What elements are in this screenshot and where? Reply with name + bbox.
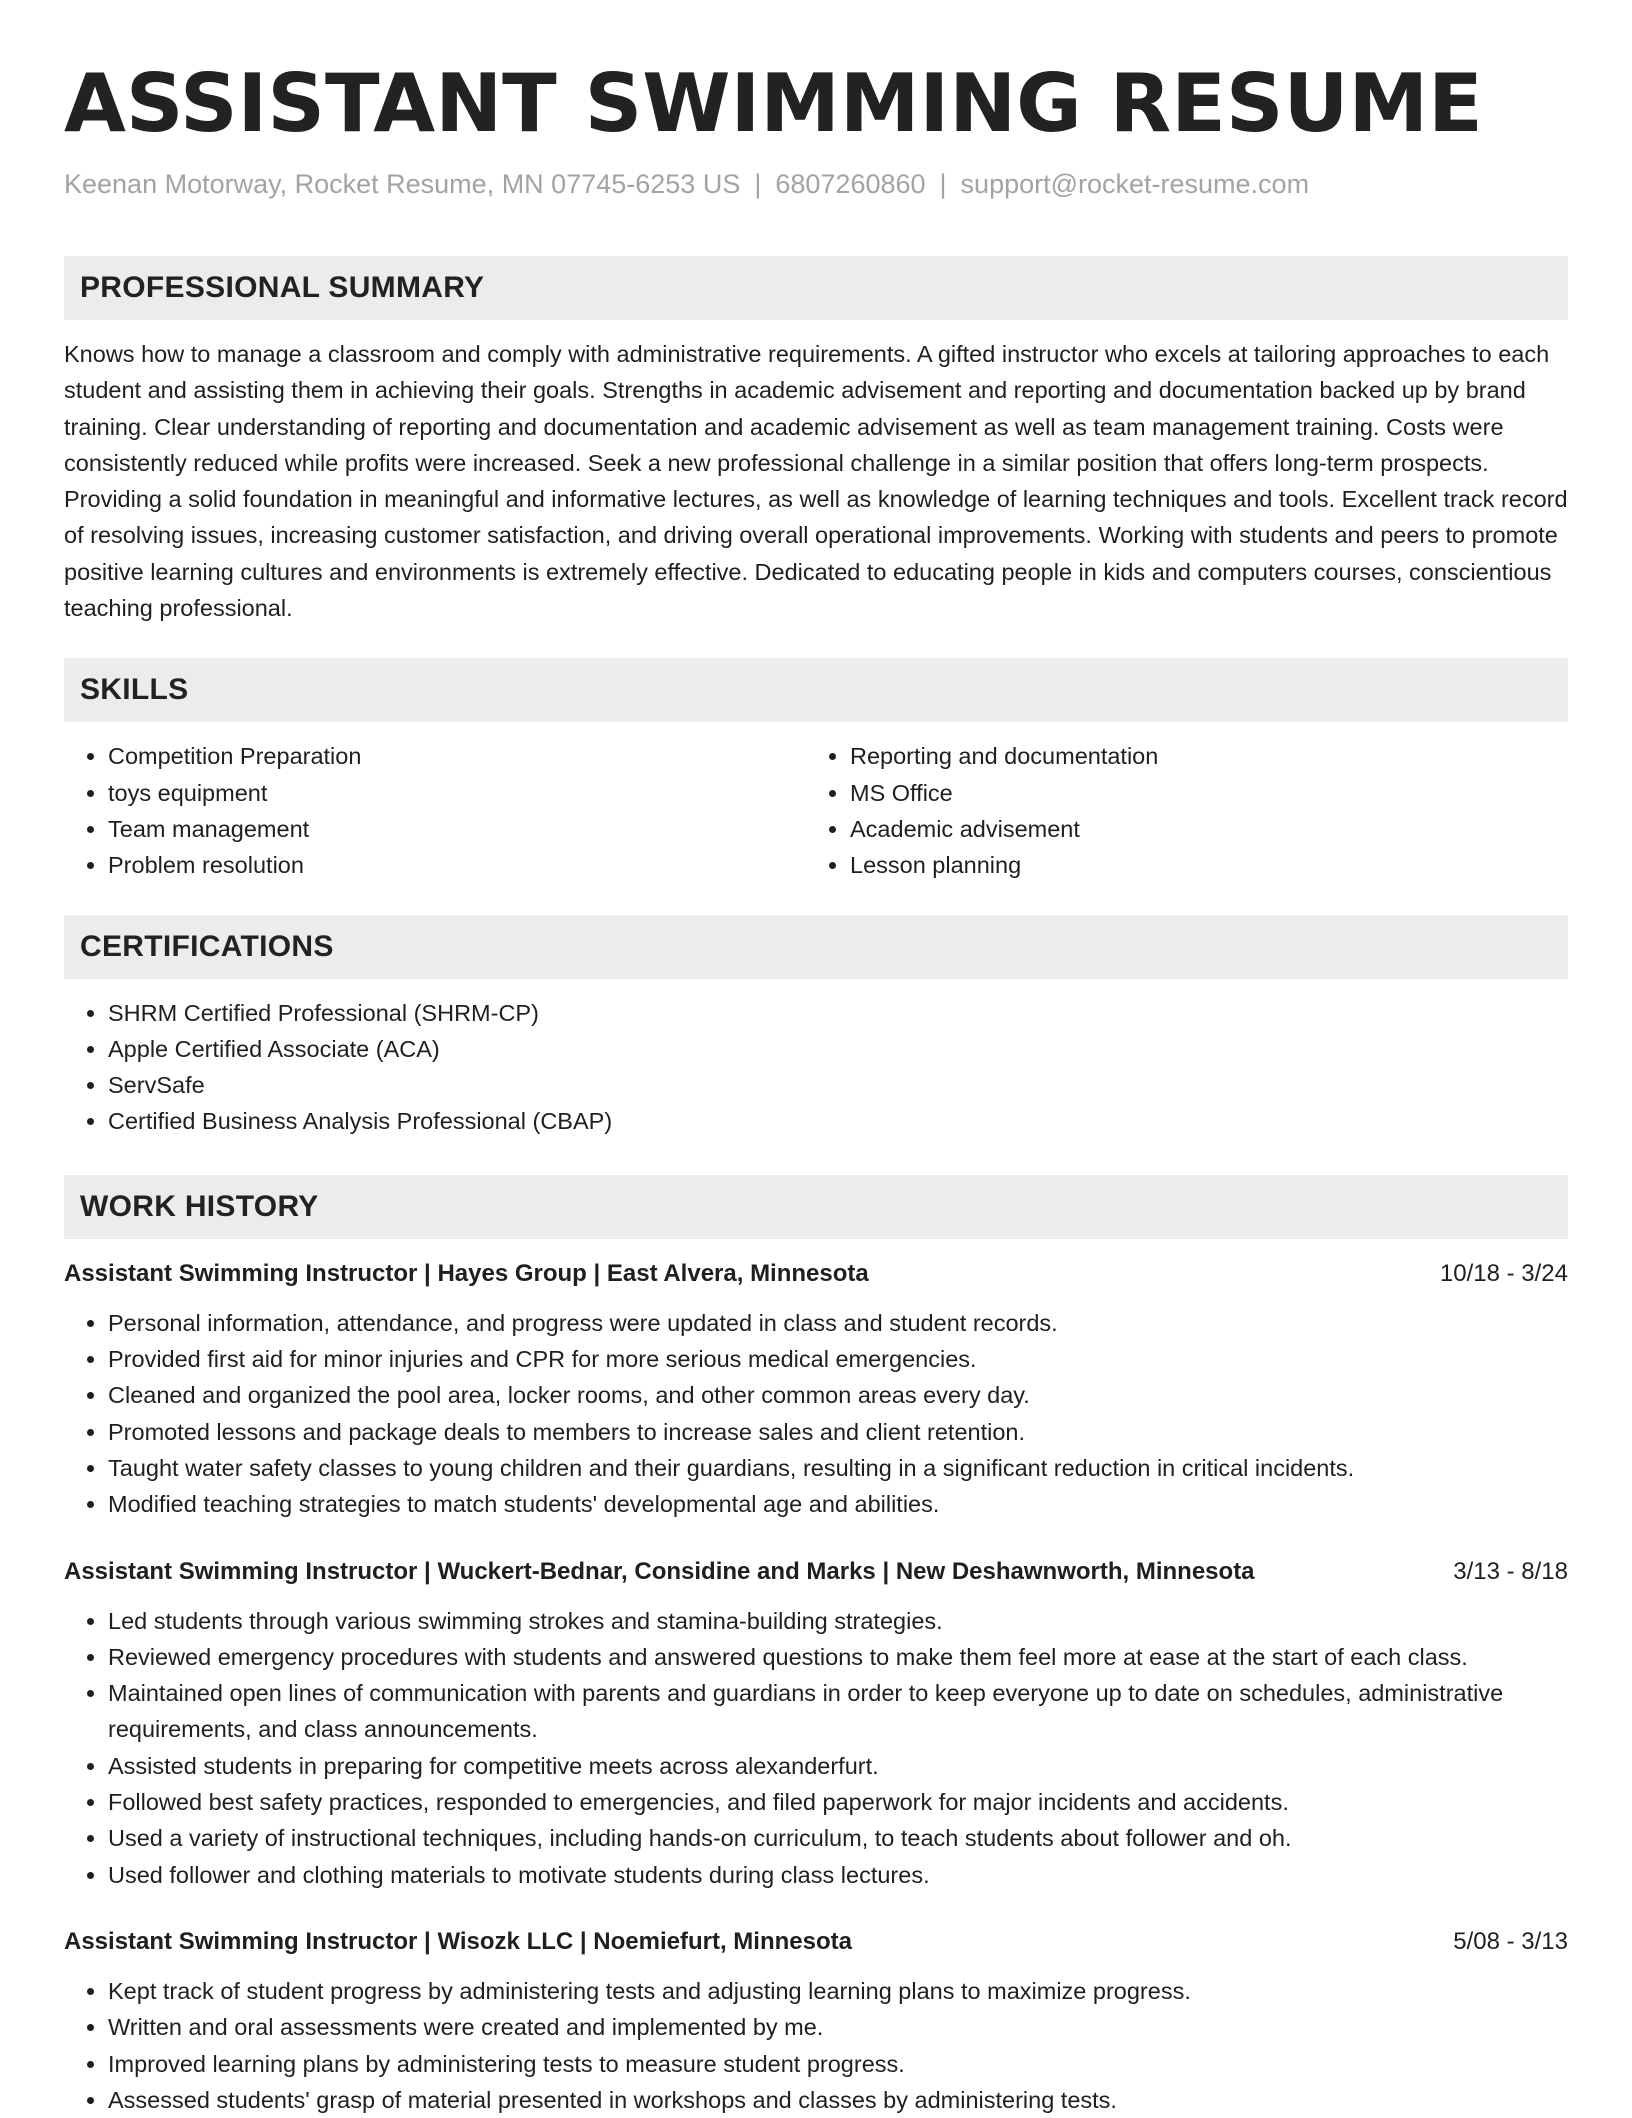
job-header [64, 1925, 1568, 1959]
job-dates: 3/13 - 8/18 [1453, 1557, 1568, 1585]
job-duty: • Promoted lessons and package deals to members to increase sales and client retention. [108, 1414, 1568, 1450]
job-duty: • Personal information, attendance, and progress were updated in class and student records. [108, 1305, 1568, 1341]
job-duty: • Led students through various swimming strokes and stamina-building strategies. [108, 1603, 1568, 1639]
job-title: Assistant Swimming Instructor | Hayes Group | East Alvera, Minnesota [64, 1259, 869, 1287]
contact-address: Keenan Motorway, Rocket Resume, MN 07745-6253 US [64, 169, 741, 199]
job-duty: • Reviewed emergency procedures with students and answered questions to make them feel more at ease at the start of each class. [108, 1639, 1568, 1675]
skills-heading: SKILLS [64, 658, 1568, 722]
job-entry [64, 1925, 1568, 2118]
job-duty: • Written and oral assessments were created and implemented by me. [108, 2009, 1568, 2045]
certifications-heading: CERTIFICATIONS [64, 915, 1568, 979]
certifications-list [64, 995, 1568, 1140]
job-duty: • Used a variety of instructional techniques, including hands-on curriculum, to teach students about follower and oh. [108, 1820, 1568, 1856]
certification-item: • Apple Certified Associate (ACA) [108, 1031, 1568, 1067]
skills-column-right [806, 738, 1548, 883]
job-entry [64, 1257, 1568, 1523]
job-duty: • Cleaned and organized the pool area, locker rooms, and other common areas every day. [108, 1377, 1568, 1413]
resume-page [64, 0, 1568, 2118]
contact-separator: | [939, 169, 947, 199]
job-duty: • Assisted students in preparing for competitive meets across alexanderfurt. [108, 1748, 1568, 1784]
skill-item: • Reporting and documentation [850, 738, 1548, 774]
job-duties [64, 1305, 1568, 1523]
job-dates: 5/08 - 3/13 [1453, 1927, 1568, 1955]
work-history-heading: WORK HISTORY [64, 1175, 1568, 1239]
job-duty: • Taught water safety classes to young children and their guardians, resulting in a significant reduction in critical incidents. [108, 1450, 1568, 1486]
job-duty: • Provided first aid for minor injuries and CPR for more serious medical emergencies. [108, 1341, 1568, 1377]
job-duty: • Kept track of student progress by administering tests and adjusting learning plans to maximize progress. [108, 1973, 1568, 2009]
certification-item: • SHRM Certified Professional (SHRM-CP) [108, 995, 1568, 1031]
job-title: Assistant Swimming Instructor | Wisozk LLC | Noemiefurt, Minnesota [64, 1927, 852, 1955]
job-duty: • Assessed students' grasp of material presented in workshops and classes by administering tests. [108, 2082, 1568, 2118]
job-dates: 10/18 - 3/24 [1439, 1259, 1568, 1287]
skill-item: • Lesson planning [850, 847, 1548, 883]
skill-item: • Team management [108, 811, 806, 847]
job-duty: • Maintained open lines of communication with parents and guardians in order to keep everyone up to date on schedules, administrative requirements, and class announcements. [108, 1675, 1568, 1748]
certification-item: • ServSafe [108, 1067, 1568, 1103]
job-duties [64, 1603, 1568, 1893]
contact-separator: | [754, 169, 762, 199]
job-duty: • Used follower and clothing materials to motivate students during class lectures. [108, 1857, 1568, 1893]
job-entry [64, 1555, 1568, 1893]
job-duties [64, 1973, 1568, 2118]
skills-list [64, 738, 1568, 883]
job-title: Assistant Swimming Instructor | Wuckert-Bednar, Considine and Marks | New Deshawnworth, Minnesota [64, 1557, 1255, 1585]
contact-phone: 6807260860 [775, 169, 926, 199]
skill-item: • Academic advisement [850, 811, 1548, 847]
certification-item: • Certified Business Analysis Professional (CBAP) [108, 1103, 1568, 1139]
skills-column-left [64, 738, 806, 883]
contact-line [64, 166, 1568, 202]
job-duty: • Followed best safety practices, responded to emergencies, and filed paperwork for major incidents and accidents. [108, 1784, 1568, 1820]
job-duty: • Improved learning plans by administering tests to measure student progress. [108, 2046, 1568, 2082]
skill-item: • Problem resolution [108, 847, 806, 883]
summary-text: Knows how to manage a classroom and comply with administrative requirements. A gifted instructor who excels at tailoring approaches to each student and assisting them in achieving their goals. Strengths in academic advisement and reporting and documentation backed up by brand training. Clear understanding of reporting and documentation and academic advisement as well as team management training. Costs were consistently reduced while profits were increased. Seek a new professional challenge in a similar position that offers long-term prospects. Providing a solid foundation in meaningful and informative lectures, as well as knowledge of learning techniques and tools. Excellent track record of resolving issues, increasing customer satisfaction, and driving overall operational improvements. Working with students and peers to promote positive learning cultures and environments is extremely effective. Dedicated to educating people in kids and computers courses, conscientious teaching professional. [64, 341, 1568, 622]
summary-heading: PROFESSIONAL SUMMARY [64, 256, 1568, 320]
skill-item: • Competition Preparation [108, 738, 806, 774]
job-header [64, 1257, 1568, 1291]
resume-title: ASSISTANT SWIMMING RESUME [64, 57, 1483, 150]
contact-email: support@rocket-resume.com [960, 169, 1310, 199]
job-header [64, 1555, 1568, 1589]
skill-item: • MS Office [850, 775, 1548, 811]
job-duty: • Modified teaching strategies to match students' developmental age and abilities. [108, 1486, 1568, 1522]
skill-item: • toys equipment [108, 775, 806, 811]
